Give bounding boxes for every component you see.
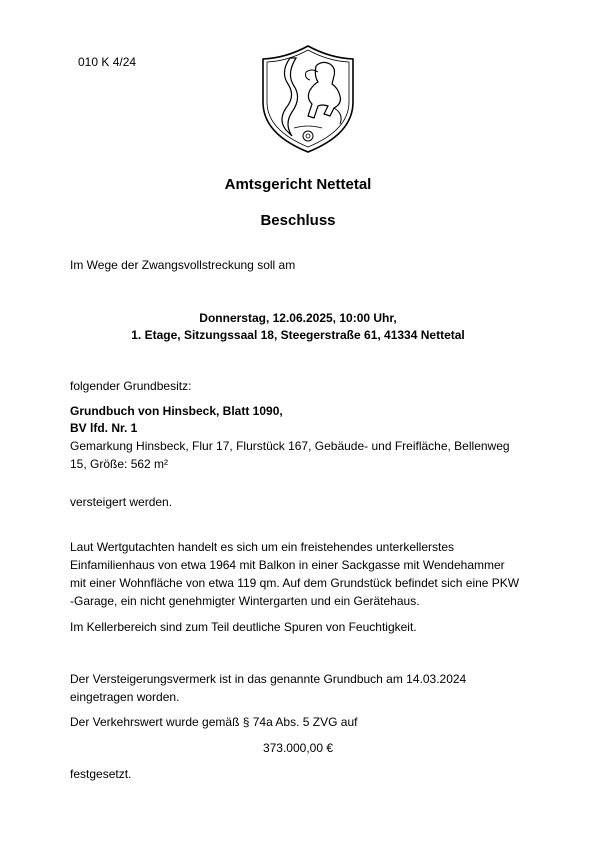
court-name: Amtsgericht Nettetal (224, 176, 372, 193)
intro-text: Im Wege der Zwangsvollstreckung soll am (70, 258, 296, 272)
description-line: Laut Wertgutachten handelt es sich um ein freistehendes unterkellerstes (70, 540, 454, 554)
parcel-line: 15, Größe: 562 m² (70, 457, 169, 471)
land-register: Grundbuch von Hinsbeck, Blatt 1090, (70, 404, 283, 418)
value-intro: Der Verkehrswert wurde gemäß § 74a Abs. 5 ZVG auf (70, 715, 358, 729)
document-type: Beschluss (260, 212, 336, 229)
auction-location: 1. Etage, Sitzungssaal 18, Steegerstraße 61, 41334 Nettetal (131, 328, 465, 342)
description-line: Einfamilienhaus von etwa 1964 mit Balkon in einer Sackgasse mit Wendehammer (70, 558, 505, 572)
file-number: 010 K 4/24 (78, 55, 137, 69)
parcel-line: Gemarkung Hinsbeck, Flur 17, Flurstück 167, Gebäude- und Freifläche, Bellenweg (70, 439, 510, 453)
auction-text: versteigert werden. (70, 495, 173, 509)
moisture-note: Im Kellerbereich sind zum Teil deutliche Spuren von Feuchtigkeit. (70, 620, 417, 634)
value-outro: festgesetzt. (70, 767, 132, 781)
auction-date: Donnerstag, 12.06.2025, 10:00 Uhr, (199, 311, 397, 325)
description-line: -Garage, ein nicht genehmigter Wintergarten und ein Gerätehaus. (70, 594, 420, 608)
bv-number: BV lfd. Nr. 1 (70, 421, 138, 435)
nrw-coat-of-arms-icon (258, 44, 358, 154)
registration-line: Der Versteigerungsvermerk ist in das genannte Grundbuch am 14.03.2024 (70, 672, 467, 686)
description-line: mit einer Wohnfläche von etwa 119 qm. Auf dem Grundstück befindet sich eine PKW (70, 576, 520, 590)
property-intro: folgender Grundbesitz: (70, 379, 192, 393)
registration-line: eingetragen worden. (70, 690, 180, 704)
market-value: 373.000,00 € (262, 741, 334, 755)
